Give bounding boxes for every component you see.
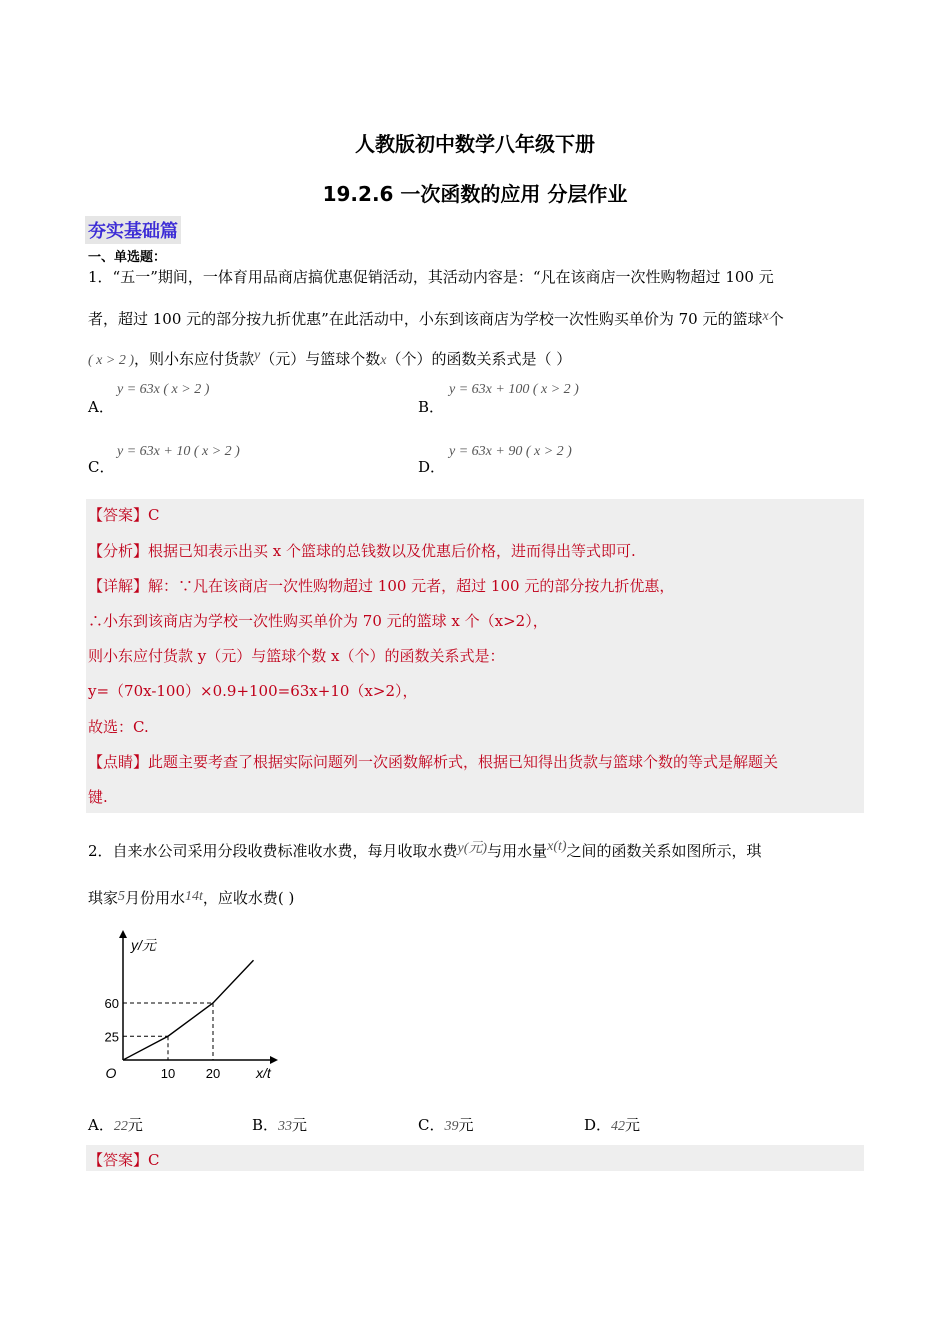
q1-answer-box bbox=[86, 499, 864, 813]
q1-var-y: y bbox=[254, 348, 261, 363]
q2-line2-a: 琪家 bbox=[88, 889, 119, 907]
q1-detail-1: 【详解】解：∵凡在该商店一次性购物超过 100 元者，超过 100 元的部分按九折优惠， bbox=[88, 577, 675, 595]
x-axis-label: x/t bbox=[256, 1065, 271, 1081]
q2-option-a bbox=[88, 1114, 143, 1135]
q2-option-b-unit: 元 bbox=[292, 1116, 308, 1134]
q2-line1 bbox=[88, 836, 762, 862]
q2-answer-box bbox=[86, 1145, 864, 1171]
q2-option-d-value: 42 bbox=[611, 1119, 626, 1134]
q1-comment: 【点睛】此题主要考查了根据实际问题列一次函数解析式，根据已知得出货款与篮球个数的等式是解题关 bbox=[88, 753, 779, 771]
q1-option-b-expr: y = 63x + 100 ( x > 2 ) bbox=[449, 382, 579, 397]
q2-option-d-unit: 元 bbox=[625, 1116, 641, 1134]
q2-option-a-unit: 元 bbox=[127, 1116, 143, 1134]
q1-answer: 【答案】C bbox=[88, 506, 160, 524]
q2-option-d bbox=[584, 1114, 640, 1135]
q1-condition: ( x > 2 ) bbox=[88, 353, 134, 368]
q1-option-b-label: B． bbox=[418, 398, 445, 416]
q2-option-c bbox=[418, 1114, 474, 1135]
q2-line2-b: 月份用水 bbox=[125, 889, 186, 907]
y-axis-arrow bbox=[119, 930, 127, 938]
q1-line2 bbox=[88, 306, 784, 330]
x-tick-label-1: 20 bbox=[205, 1066, 221, 1081]
q1-line1: 1．“五一”期间，一体育用品商店搞优惠促销活动，其活动内容是：“凡在该商店一次性购物超过 100 元 bbox=[88, 268, 774, 286]
q1-line3-c: （个）的函数关系式是（ ） bbox=[386, 350, 572, 368]
q1-comment-end: 键. bbox=[88, 788, 108, 806]
q1-option-c-label: C． bbox=[88, 458, 115, 476]
q1-detail-3: 则小东应付货款 y（元）与篮球个数 x（个）的函数关系式是： bbox=[88, 647, 505, 665]
q1-option-d-expr: y = 63x + 90 ( x > 2 ) bbox=[449, 444, 572, 459]
q2-month: 5 bbox=[118, 889, 126, 904]
q2-option-c-label: C． bbox=[418, 1116, 445, 1134]
q1-detail-2: ∴小东到该商店为学校一次性购买单价为 70 元的篮球 x 个（x>2）， bbox=[88, 612, 548, 630]
q2-line2-c: ，应收水费( ) bbox=[202, 889, 295, 907]
q2-option-c-value: 39 bbox=[444, 1119, 459, 1134]
series-line bbox=[123, 960, 254, 1060]
q2-option-b-label: B． bbox=[252, 1116, 279, 1134]
y-axis-label: y/元 bbox=[131, 937, 156, 953]
q1-detail-5: 故选：C. bbox=[88, 718, 149, 736]
q1-line2-end: 个 bbox=[768, 310, 784, 328]
q1-var-x-2: x bbox=[380, 353, 387, 368]
q2-graph bbox=[95, 930, 285, 1085]
q1-option-c-expr: y = 63x + 10 ( x > 2 ) bbox=[117, 444, 240, 459]
q2-line1-b: 与用水量 bbox=[487, 842, 548, 860]
section-tag: 夯实基础篇 bbox=[85, 216, 181, 244]
q2-option-a-label: A． bbox=[88, 1116, 114, 1134]
q2-line1-a: 2．自来水公司采用分段收费标准收水费，每月收取水费 bbox=[88, 842, 458, 860]
q2-option-d-label: D． bbox=[584, 1116, 612, 1134]
q2-line2 bbox=[88, 886, 294, 909]
origin-label: O bbox=[105, 1065, 117, 1081]
q2-x-unit: x(t) bbox=[547, 839, 567, 854]
q2-line1-c: 之间的函数关系如图所示，琪 bbox=[566, 842, 762, 860]
q2-y-unit: y(元) bbox=[457, 841, 488, 856]
q2-option-b-value: 33 bbox=[278, 1119, 293, 1134]
q1-detail-4: y=（70x-100）×0.9+100=63x+10（x>2）， bbox=[88, 682, 418, 700]
q2-answer: 【答案】C bbox=[88, 1151, 160, 1169]
q1-option-a-label: A． bbox=[88, 398, 114, 416]
page-subtitle: 19.2.6 一次函数的应用 分层作业 bbox=[322, 182, 628, 206]
x-tick-label-0: 10 bbox=[160, 1066, 176, 1081]
q1-line2-text: 者，超过 100 元的部分按九折优惠”在此活动中，小东到该商店为学校一次性购买单价为 70 元的篮球 bbox=[88, 310, 763, 328]
q1-line3-a: ，则小东应付货款 bbox=[134, 350, 255, 368]
q2-chart-layer bbox=[105, 930, 278, 1081]
q2-option-b bbox=[252, 1114, 307, 1135]
q1-line3 bbox=[88, 345, 571, 371]
q2-option-c-unit: 元 bbox=[458, 1116, 474, 1134]
section-subheading: 一、单选题： bbox=[88, 250, 167, 265]
page-title: 人教版初中数学八年级下册 bbox=[355, 132, 595, 156]
x-axis-arrow bbox=[270, 1056, 278, 1064]
q1-var-x: x bbox=[762, 309, 769, 324]
y-tick-label-1: 60 bbox=[104, 996, 119, 1011]
q2-option-a-value: 22 bbox=[113, 1119, 128, 1134]
y-tick-label-0: 25 bbox=[104, 1029, 119, 1045]
q1-option-d-label: D． bbox=[418, 458, 446, 476]
q2-usage: 14t bbox=[185, 889, 203, 904]
q1-analysis: 【分析】根据已知表示出买 x 个篮球的总钱数以及优惠后价格，进而得出等式即可. bbox=[88, 542, 636, 560]
q1-option-a-expr: y = 63x ( x > 2 ) bbox=[117, 382, 210, 397]
q1-line3-b: （元）与篮球个数 bbox=[260, 350, 381, 368]
